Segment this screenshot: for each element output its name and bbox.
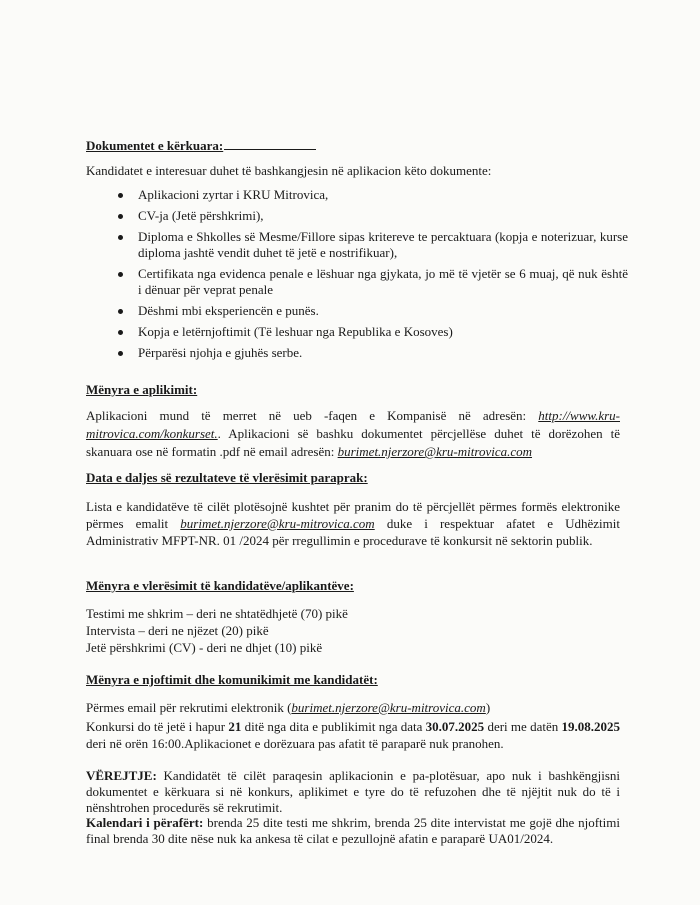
- evaluation-line-cv: Jetë përshkrimi (CV) - deri ne dhjet (10) pikë: [86, 640, 323, 655]
- calendar-label: Kalendari i përafërt:: [86, 815, 204, 830]
- list-item: Aplikacioni zyrtar i KRU Mitrovica,: [118, 187, 628, 203]
- results-paragraph: [86, 498, 620, 549]
- note-label: VËREJTJE:: [86, 768, 157, 783]
- documents-list: [118, 187, 628, 366]
- results-email-link[interactable]: burimet.njerzore@kru-mitrovica.com: [180, 516, 375, 531]
- list-item: Dëshmi mbi eksperiencën e punës.: [118, 303, 628, 319]
- results-text-1: Lista e kandidatëve të cilët plotësojnë kushtet për pranim do të përcjellët përmes formës elektronike përmes emalit: [86, 499, 620, 531]
- open-days: 21: [228, 719, 242, 734]
- calendar-text: brenda 25 dite testi me shkrim, brenda 25 dite intervistat me gojë dhe njoftimi final brenda 30 dite nëse nuk ka ankesa të cilat e pezullojnë afatin e paraparë UA01/2024.: [86, 815, 621, 846]
- calendar-paragraph: [86, 815, 620, 847]
- list-item: CV-ja (Jetë përshkrimi),: [118, 208, 628, 224]
- application-text-1: Aplikacioni mund të merret në ueb -faqen e Kompanisë në adresën:: [86, 408, 539, 423]
- evaluation-line-interview: Intervista – deri ne njëzet (20) pikë: [86, 623, 269, 638]
- notification-email-line: Përmes email për rekrutimi elektronik (burimet.njerzore@kru-mitrovica.com): [86, 700, 491, 715]
- documents-intro: Kandidatet e interesuar duhet të bashkangjesin në aplikacion këto dokumente:: [86, 163, 492, 178]
- evaluation-heading: Mënyra e vlerësimit të kandidatëve/aplikantëve:: [86, 578, 354, 593]
- open-date-end: 19.08.2025: [561, 719, 620, 734]
- list-item: Certifikata nga evidenca penale e lëshuar nga gjykata, jo më të vjetër se 6 muaj, që nuk është i dënuar për veprat penale: [118, 266, 628, 298]
- note-paragraph: [86, 768, 620, 816]
- documents-heading: Dokumentet e kërkuara:: [86, 138, 316, 154]
- notification-email-link[interactable]: burimet.njerzore@kru-mitrovica.com: [291, 700, 486, 715]
- evaluation-line-written: Testimi me shkrim – deri ne shtatëdhjetë (70) pikë: [86, 606, 348, 621]
- notification-heading: Mënyra e njoftimit dhe komunikimit me kandidatët:: [86, 672, 378, 687]
- notification-open-paragraph: Konkursi do të jetë i hapur 21 ditë nga dita e publikimit nga data 30.07.2025 deri me datën 19.08.2025 deri në orën 16:00.Aplikacionet e dorëzuara pas afatit të paraparë nuk pranohen.: [86, 719, 620, 751]
- application-text-2: . Aplikacioni së bashku dokumentet përcjellëse duhet të dorëzohen të skanuara ose në formatin .pdf në email adresën:: [86, 426, 620, 459]
- note-text: Kandidatët të cilët paraqesin aplikacionin e pa-plotësuar, apo nuk i bashkëngjisni dokumentet e kërkuara si në konkurs, aplikimet e tyre do të refuzohen dhe të njëjtit nuk do të i nënshtrohen procedurës së rekrutimit.: [86, 768, 620, 815]
- list-item: Diploma e Shkolles së Mesme/Fillore sipas kritereve te percaktuara (kopja e noterizuar, kurse diploma jashtë vendit duhet të jetë e nostrifikuar),: [118, 229, 628, 261]
- results-text-2: duke i respektuar afatet e Udhëzimit Administrativ MFPT-NR. 01 /2024 për rregullimin e procedurave të konkursit në sektorin publik.: [86, 516, 621, 548]
- list-item: Kopja e letërnjoftimit (Të leshuar nga Republika e Kosoves): [118, 324, 628, 340]
- open-date-start: 30.07.2025: [425, 719, 485, 734]
- email-link[interactable]: burimet.njerzore@kru-mitrovica.com: [337, 444, 533, 459]
- results-heading: Data e daljes së rezultateve të vlerësimit paraprak:: [86, 470, 368, 485]
- application-heading: Mënyra e aplikimit:: [86, 382, 198, 397]
- website-link[interactable]: http://www.kru-mitrovica.com/konkurset.: [86, 408, 620, 441]
- list-item: Përparësi njohja e gjuhës serbe.: [118, 345, 628, 361]
- application-paragraph: [86, 407, 620, 461]
